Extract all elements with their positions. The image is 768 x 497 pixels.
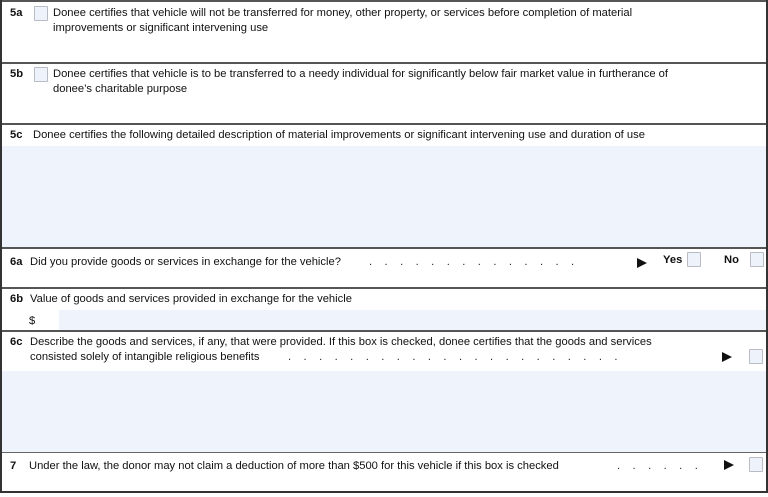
line-5b — [2, 62, 766, 123]
line-6a-text: Did you provide goods or services in exchange for the vehicle? — [30, 256, 341, 268]
line-6c-text-2: consisted solely of intangible religious benefits — [30, 351, 260, 363]
arrow-right-icon — [724, 460, 734, 470]
line-6c-text-1: Describe the goods and services, if any, that were provided. If this box is checked, donee certifies that the goods and services — [30, 336, 652, 348]
leader-dots: . . . . . . . . . . . . . . . . . . . . . . — [288, 351, 618, 363]
line-6b-value-field[interactable] — [59, 310, 766, 330]
line-number: 5a — [10, 7, 23, 19]
line-6b — [2, 287, 766, 330]
arrow-right-icon — [637, 258, 647, 268]
line-5b-text-1: Donee certifies that vehicle is to be transferred to a needy individual for significantly below fair market value in furtherance of — [53, 68, 669, 80]
no-label: No — [724, 254, 739, 266]
line-5b-text-2: donee’s charitable purpose — [53, 83, 188, 95]
line-number: 5b — [10, 68, 24, 80]
line-7-checkbox[interactable] — [749, 457, 763, 472]
yes-checkbox[interactable] — [687, 252, 701, 267]
line-5a-text-1: Donee certifies that vehicle will not be transferred for money, other property, or services before completion of material — [53, 7, 633, 19]
leader-dots: . . . . . . . . . . . . . . — [369, 256, 575, 268]
yes-label: Yes — [663, 254, 683, 266]
currency-symbol: $ — [29, 315, 36, 327]
line-6c-checkbox[interactable] — [749, 349, 763, 364]
line-6b-text: Value of goods and services provided in exchange for the vehicle — [30, 293, 352, 305]
line-5c — [2, 123, 766, 247]
line-6c-description-field[interactable] — [2, 371, 766, 452]
line-7-text: Under the law, the donor may not claim a deduction of more than $500 for this vehicle if this box is checked — [29, 460, 559, 472]
line-number: 6b — [10, 293, 24, 305]
arrow-right-icon — [722, 352, 732, 362]
line-number: 7 — [10, 460, 17, 472]
line-6a — [2, 247, 766, 287]
leader-dots: . . . . . . — [617, 460, 698, 472]
line-7 — [2, 452, 766, 493]
line-6c — [2, 330, 766, 452]
line-number: 5c — [10, 129, 23, 141]
line-5c-description-field[interactable] — [2, 146, 766, 247]
no-checkbox[interactable] — [750, 252, 764, 267]
line-5a-text-2: improvements or significant intervening use — [53, 22, 269, 34]
line-number: 6c — [10, 336, 23, 348]
line-5a — [2, 0, 766, 62]
line-5b-checkbox[interactable] — [34, 67, 48, 82]
line-5c-text: Donee certifies the following detailed description of material improvements or significant intervening use and duration of use — [33, 129, 645, 141]
line-5a-checkbox[interactable] — [34, 6, 48, 21]
line-number: 6a — [10, 256, 23, 268]
